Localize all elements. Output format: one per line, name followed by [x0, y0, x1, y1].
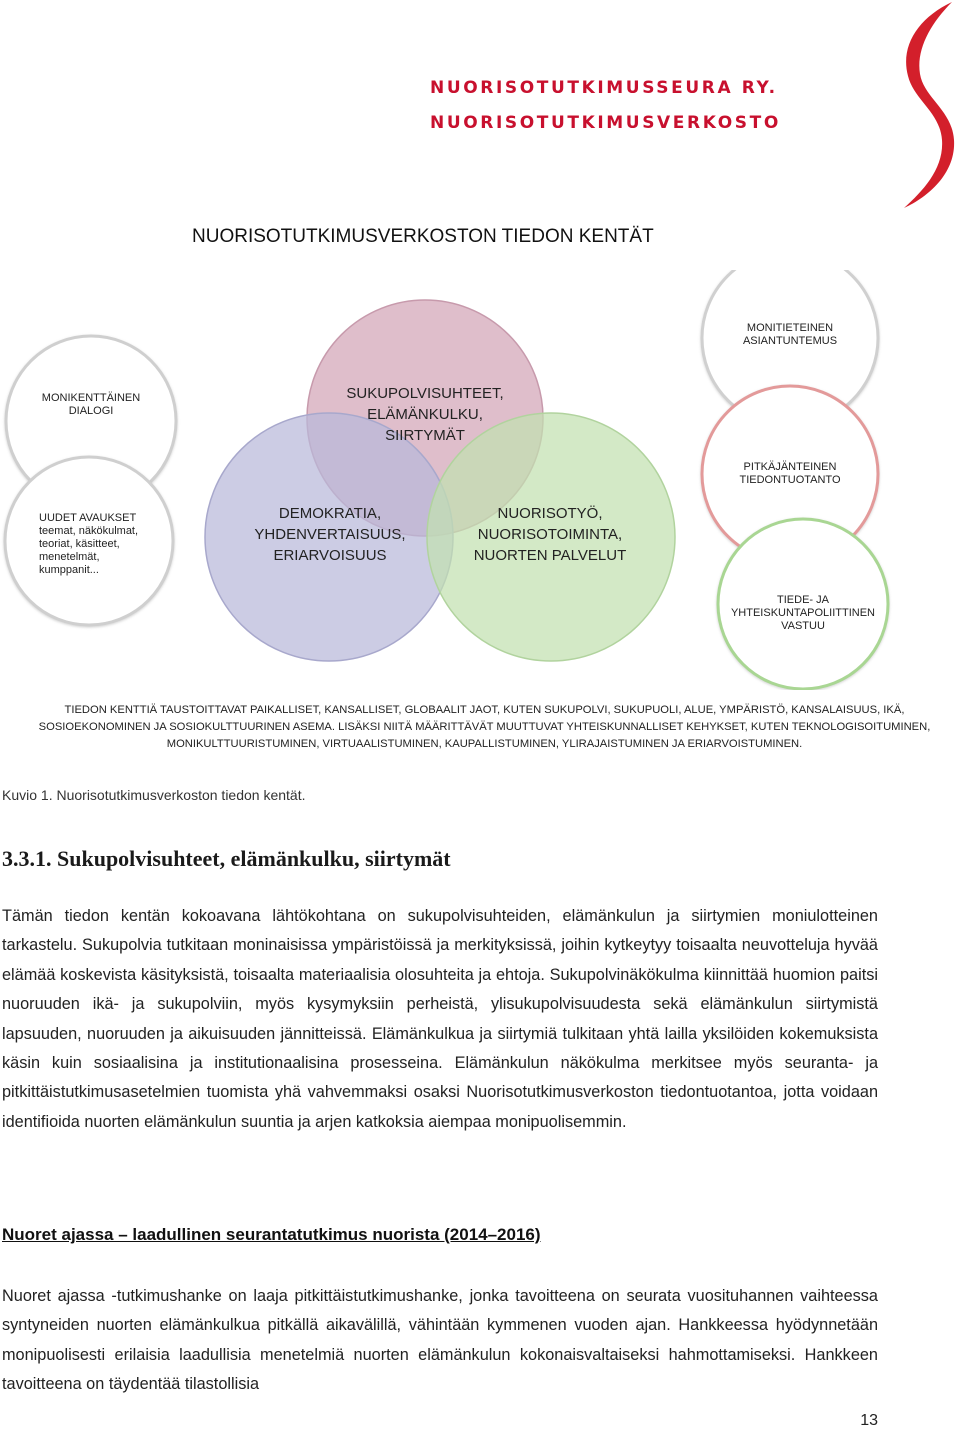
section-heading: 3.3.1. Sukupolvisuhteet, elämänkulku, siirtymät — [2, 846, 451, 871]
label-long-term-knowledge: PITKÄJÄNTEINEN TIEDONTUOTANTO — [739, 461, 841, 486]
diagram-footnote: TIEDON KENTTIÄ TAUSTOITTAVAT PAIKALLISET, KANSALLISET, GLOBAALIT JAOT, KUTEN SUKUPOLVI, SUKUPUOLI, ALUE, YMPÄRISTÖ, KANSALAISUUS, IKÄ, SOSIOEKONOMINEN JA SOSIOKULTTUURINEN ASEMA. LISÄKSI NIITÄ MÄÄRITTÄVÄT MUUTTUVAT YHTEISKUNNALLISET KEHYKSET, KUTEN TEKNOLOGISOITUMINEN, MONIKULTTUURISTUMINEN, VIRTUAALISTUMINEN, KAUPALLISTUMINEN, YLIRAJAISTUMINEN JA ERIARVOISTUMINEN. — [38, 704, 931, 750]
subsection-paragraph: Nuoret ajassa -tutkimushanke on laaja pitkittäistutkimushanke, jonka tavoitteena on seurata vuosituhannen vaihteessa syntyneiden nuorten elämänkulkua pitkällä aikavälillä, vähintään kymmenen vuoden ajan. Hankkeessa hyödynnetään monipuolisesti erilaisia laadullisia menetelmiä nuorten elämänkulun kokonaisvaltaiseksi hahmottamiseksi. Hankkeen tavoitteena on täydentää tilastollisia — [2, 1287, 878, 1394]
venn-label-generations: SUKUPOLVISUHTEET, ELÄMÄNKULKU, SIIRTYMÄT — [346, 385, 504, 444]
org-name-line2: NUORISOTUTKIMUSVERKOSTO — [430, 113, 781, 133]
section-paragraph: Tämän tiedon kentän kokoavana lähtökohtana on sukupolvisuhteiden, elämänkulun ja siirtymien moniulotteinen tarkastelu. Sukupolvia tutkitaan moninaisissa ympäristöissä ja merkityksissä, joihin kytkeytyy toisaalta neuvotteluja hyvää elämää koskevista käsityksistä, toisaalta materiaalisia olosuhteita ja ehtoja. Sukupolvinäkökulma kiinnittää huomion paitsi nuoruuden ikä- ja sukupolviin, myös kysymyksiin perheistä, ylisukupolvisuudesta sekä elämänkulun siirtymistä lapsuuden, nuoruuden ja aikuisuuden jännitteissä. Elämänkulkua ja siirtymiä tulkitaan yhtä lailla yksilöiden kokemuksista käsin kuin sosiaalisina ja institutionaalisina prosesseina. Elämänkulun näkökulma merkitsee myös seuranta- ja pitkittäistutkimusasetelmien tuomista yhä vahvemmaksi osaksi Nuorisotutkimusverkoston tiedontuotantoa, jotta voidaan identifioida nuorten elämänkulun suuntia ja arjen katkoksia aiempaa monipuolisemmin. — [2, 907, 878, 1131]
diagram-title: NUORISOTUTKIMUSVERKOSTON TIEDON KENTÄT — [192, 226, 654, 247]
venn-label-democracy: DEMOKRATIA, YHDENVERTAISUUS, ERIARVOISUUS — [254, 505, 406, 564]
page-number: 13 — [860, 1412, 878, 1429]
figure-caption: Kuvio 1. Nuorisotutkimusverkoston tiedon kentät. — [2, 787, 306, 803]
label-new-openings: UUDET AVAUKSET teemat, näkökulmat, teoriat, käsitteet, menetelmät, kumppanit... — [39, 512, 139, 576]
label-multiscientific-expertise: MONITIETEINEN ASIANTUNTEMUS — [742, 322, 838, 347]
label-policy-responsibility: TIEDE- JA YHTEISKUNTAPOLIITTINEN VASTUU — [730, 594, 876, 632]
label-multidisciplinary-dialogue: MONIKENTTÄINEN DIALOGI — [41, 392, 141, 417]
venn-label-youth-work: NUORISOTYÖ, NUORISOTOIMINTA, NUORTEN PALVELUT — [473, 505, 627, 564]
org-name-line1: NUORISOTUTKIMUSSEURA RY. — [430, 78, 778, 98]
stylized-red-s-logo-icon — [888, 0, 960, 212]
subsection-heading: Nuoret ajassa – laadullinen seurantatutkimus nuorista (2014–2016) — [2, 1225, 541, 1244]
